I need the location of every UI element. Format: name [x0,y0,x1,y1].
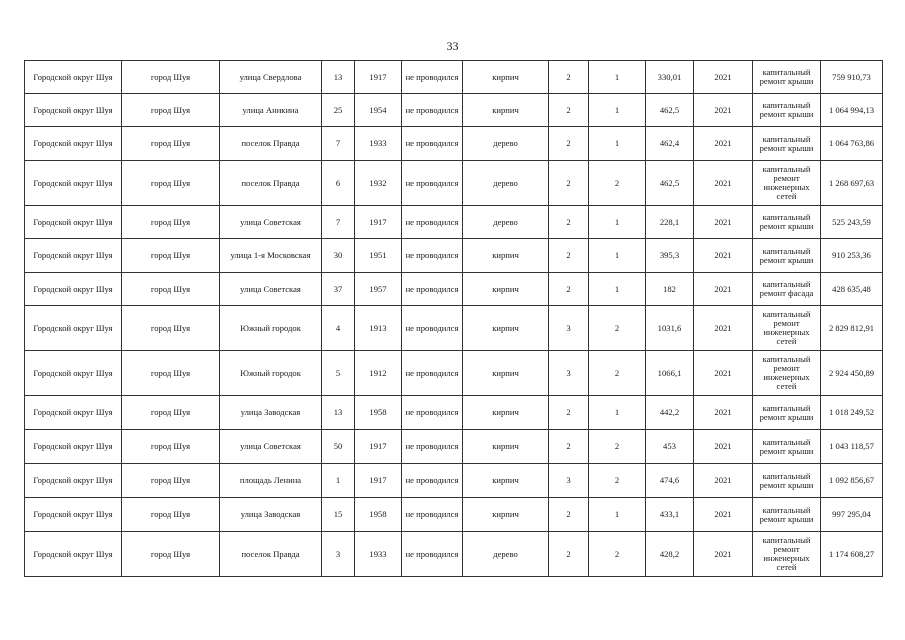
cell-plan-year: 2021 [694,351,753,396]
cell-locality: город Шуя [122,273,220,306]
table-row [25,273,883,306]
cell-last-repair: не проводился [402,351,463,396]
cell-locality: город Шуя [122,239,220,273]
cell-build-year: 1912 [355,351,402,396]
cell-plan-year: 2021 [694,206,753,239]
cell-build-year: 1917 [355,206,402,239]
cell-plan-year: 2021 [694,161,753,206]
cell-entrances: 2 [589,306,646,351]
cell-street: улица Заводская [220,498,322,532]
cell-street: улица Советская [220,430,322,464]
cell-area: 1066,1 [646,351,694,396]
cell-floors: 3 [549,306,589,351]
cell-wall-material: дерево [463,127,549,161]
cell-build-year: 1957 [355,273,402,306]
cell-floors: 2 [549,61,589,94]
cell-cost: 910 253,36 [821,239,883,273]
cell-build-year: 1958 [355,396,402,430]
cell-district: Городской округ Шуя [25,532,122,577]
cell-cost: 1 018 249,52 [821,396,883,430]
cell-plan-year: 2021 [694,127,753,161]
cell-floors: 2 [549,273,589,306]
cell-floors: 2 [549,532,589,577]
cell-build-year: 1917 [355,430,402,464]
cell-plan-year: 2021 [694,273,753,306]
cell-house-number: 3 [322,532,355,577]
cell-plan-year: 2021 [694,94,753,127]
cell-plan-year: 2021 [694,396,753,430]
cell-wall-material: кирпич [463,239,549,273]
cell-work-type: капитальный ремонт крыши [753,498,821,532]
cell-build-year: 1917 [355,464,402,498]
cell-work-type: капитальный ремонт инженерных сетей [753,351,821,396]
table-body [25,61,883,577]
cell-locality: город Шуя [122,61,220,94]
cell-entrances: 1 [589,239,646,273]
cell-locality: город Шуя [122,161,220,206]
table-row [25,532,883,577]
cell-wall-material: кирпич [463,464,549,498]
cell-street: улица Свердлова [220,61,322,94]
cell-floors: 2 [549,396,589,430]
cell-street: поселок Правда [220,161,322,206]
cell-district: Городской округ Шуя [25,161,122,206]
table-row [25,396,883,430]
cell-cost: 1 092 856,67 [821,464,883,498]
cell-cost: 2 829 812,91 [821,306,883,351]
cell-street: Южный городок [220,306,322,351]
cell-street: улица Советская [220,273,322,306]
table-row [25,306,883,351]
cell-house-number: 5 [322,351,355,396]
cell-area: 442,2 [646,396,694,430]
cell-house-number: 1 [322,464,355,498]
cell-cost: 2 924 450,89 [821,351,883,396]
cell-house-number: 50 [322,430,355,464]
cell-district: Городской округ Шуя [25,127,122,161]
cell-cost: 759 910,73 [821,61,883,94]
cell-house-number: 6 [322,161,355,206]
cell-street: поселок Правда [220,127,322,161]
cell-cost: 1 064 763,86 [821,127,883,161]
cell-street: улица Советская [220,206,322,239]
cell-build-year: 1933 [355,127,402,161]
cell-house-number: 4 [322,306,355,351]
cell-street: площадь Ленина [220,464,322,498]
cell-cost: 1 064 994,13 [821,94,883,127]
cell-cost: 997 295,04 [821,498,883,532]
cell-last-repair: не проводился [402,498,463,532]
cell-build-year: 1951 [355,239,402,273]
cell-last-repair: не проводился [402,94,463,127]
cell-build-year: 1954 [355,94,402,127]
cell-wall-material: кирпич [463,430,549,464]
cell-area: 433,1 [646,498,694,532]
cell-work-type: капитальный ремонт инженерных сетей [753,161,821,206]
table-row [25,430,883,464]
cell-floors: 2 [549,206,589,239]
cell-last-repair: не проводился [402,239,463,273]
table-row [25,127,883,161]
cell-build-year: 1932 [355,161,402,206]
cell-district: Городской округ Шуя [25,94,122,127]
cell-build-year: 1958 [355,498,402,532]
cell-area: 462,5 [646,161,694,206]
cell-locality: город Шуя [122,532,220,577]
cell-area: 453 [646,430,694,464]
cell-locality: город Шуя [122,498,220,532]
cell-cost: 1 174 608,27 [821,532,883,577]
cell-floors: 2 [549,127,589,161]
cell-entrances: 1 [589,273,646,306]
cell-floors: 2 [549,430,589,464]
table-row [25,161,883,206]
cell-entrances: 2 [589,430,646,464]
cell-district: Городской округ Шуя [25,430,122,464]
cell-wall-material: кирпич [463,306,549,351]
cell-work-type: капитальный ремонт инженерных сетей [753,532,821,577]
cell-house-number: 13 [322,61,355,94]
cell-area: 228,1 [646,206,694,239]
cell-entrances: 1 [589,127,646,161]
cell-last-repair: не проводился [402,396,463,430]
cell-district: Городской округ Шуя [25,464,122,498]
cell-entrances: 2 [589,161,646,206]
cell-district: Городской округ Шуя [25,239,122,273]
cell-floors: 2 [549,239,589,273]
cell-plan-year: 2021 [694,464,753,498]
cell-plan-year: 2021 [694,61,753,94]
cell-last-repair: не проводился [402,430,463,464]
cell-build-year: 1917 [355,61,402,94]
cell-wall-material: кирпич [463,498,549,532]
page-number: 33 [446,39,459,53]
cell-area: 330,01 [646,61,694,94]
table-row [25,351,883,396]
cell-wall-material: кирпич [463,396,549,430]
cell-district: Городской округ Шуя [25,396,122,430]
cell-area: 462,5 [646,94,694,127]
cell-house-number: 37 [322,273,355,306]
cell-wall-material: кирпич [463,273,549,306]
cell-locality: город Шуя [122,306,220,351]
cell-area: 474,6 [646,464,694,498]
cell-last-repair: не проводился [402,127,463,161]
cell-last-repair: не проводился [402,161,463,206]
cell-street: улица 1-я Московская [220,239,322,273]
cell-street: Южный городок [220,351,322,396]
cell-work-type: капитальный ремонт крыши [753,206,821,239]
cell-area: 395,3 [646,239,694,273]
table-row [25,61,883,94]
cell-plan-year: 2021 [694,239,753,273]
cell-house-number: 7 [322,206,355,239]
cell-work-type: капитальный ремонт крыши [753,61,821,94]
cell-last-repair: не проводился [402,273,463,306]
cell-house-number: 30 [322,239,355,273]
cell-cost: 1 268 697,63 [821,161,883,206]
table-row [25,239,883,273]
cell-floors: 2 [549,94,589,127]
cell-locality: город Шуя [122,127,220,161]
cell-plan-year: 2021 [694,306,753,351]
cell-build-year: 1913 [355,306,402,351]
cell-work-type: капитальный ремонт крыши [753,396,821,430]
cell-wall-material: дерево [463,206,549,239]
cell-work-type: капитальный ремонт крыши [753,430,821,464]
cell-area: 462,4 [646,127,694,161]
table-row [25,206,883,239]
cell-build-year: 1933 [355,532,402,577]
cell-street: поселок Правда [220,532,322,577]
cell-entrances: 2 [589,532,646,577]
cell-work-type: капитальный ремонт крыши [753,239,821,273]
cell-plan-year: 2021 [694,430,753,464]
cell-area: 428,2 [646,532,694,577]
housing-repair-table [24,60,883,577]
cell-locality: город Шуя [122,206,220,239]
cell-floors: 2 [549,498,589,532]
cell-floors: 3 [549,464,589,498]
table-row [25,94,883,127]
cell-entrances: 1 [589,206,646,239]
cell-wall-material: кирпич [463,351,549,396]
cell-last-repair: не проводился [402,61,463,94]
cell-locality: город Шуя [122,430,220,464]
cell-wall-material: дерево [463,532,549,577]
cell-house-number: 15 [322,498,355,532]
cell-floors: 3 [549,351,589,396]
cell-house-number: 7 [322,127,355,161]
cell-last-repair: не проводился [402,532,463,577]
cell-entrances: 1 [589,498,646,532]
cell-district: Городской округ Шуя [25,61,122,94]
cell-district: Городской округ Шуя [25,273,122,306]
cell-plan-year: 2021 [694,532,753,577]
table-row [25,498,883,532]
cell-entrances: 1 [589,94,646,127]
cell-locality: город Шуя [122,94,220,127]
cell-work-type: капитальный ремонт фасада [753,273,821,306]
cell-street: улица Заводская [220,396,322,430]
cell-locality: город Шуя [122,396,220,430]
cell-district: Городской округ Шуя [25,206,122,239]
cell-street: улица Аникина [220,94,322,127]
table-row [25,464,883,498]
cell-last-repair: не проводился [402,464,463,498]
cell-entrances: 2 [589,464,646,498]
cell-last-repair: не проводился [402,206,463,239]
cell-cost: 428 635,48 [821,273,883,306]
cell-work-type: капитальный ремонт крыши [753,464,821,498]
cell-work-type: капитальный ремонт крыши [753,127,821,161]
cell-entrances: 2 [589,351,646,396]
cell-district: Городской округ Шуя [25,351,122,396]
cell-district: Городской округ Шуя [25,306,122,351]
cell-district: Городской округ Шуя [25,498,122,532]
cell-house-number: 25 [322,94,355,127]
cell-work-type: капитальный ремонт инженерных сетей [753,306,821,351]
cell-locality: город Шуя [122,351,220,396]
cell-wall-material: дерево [463,161,549,206]
cell-area: 182 [646,273,694,306]
cell-cost: 525 243,59 [821,206,883,239]
cell-floors: 2 [549,161,589,206]
cell-last-repair: не проводился [402,306,463,351]
cell-entrances: 1 [589,396,646,430]
cell-work-type: капитальный ремонт крыши [753,94,821,127]
cell-locality: город Шуя [122,464,220,498]
cell-wall-material: кирпич [463,94,549,127]
cell-cost: 1 043 118,57 [821,430,883,464]
cell-house-number: 13 [322,396,355,430]
cell-area: 1031,6 [646,306,694,351]
cell-entrances: 1 [589,61,646,94]
cell-wall-material: кирпич [463,61,549,94]
cell-plan-year: 2021 [694,498,753,532]
